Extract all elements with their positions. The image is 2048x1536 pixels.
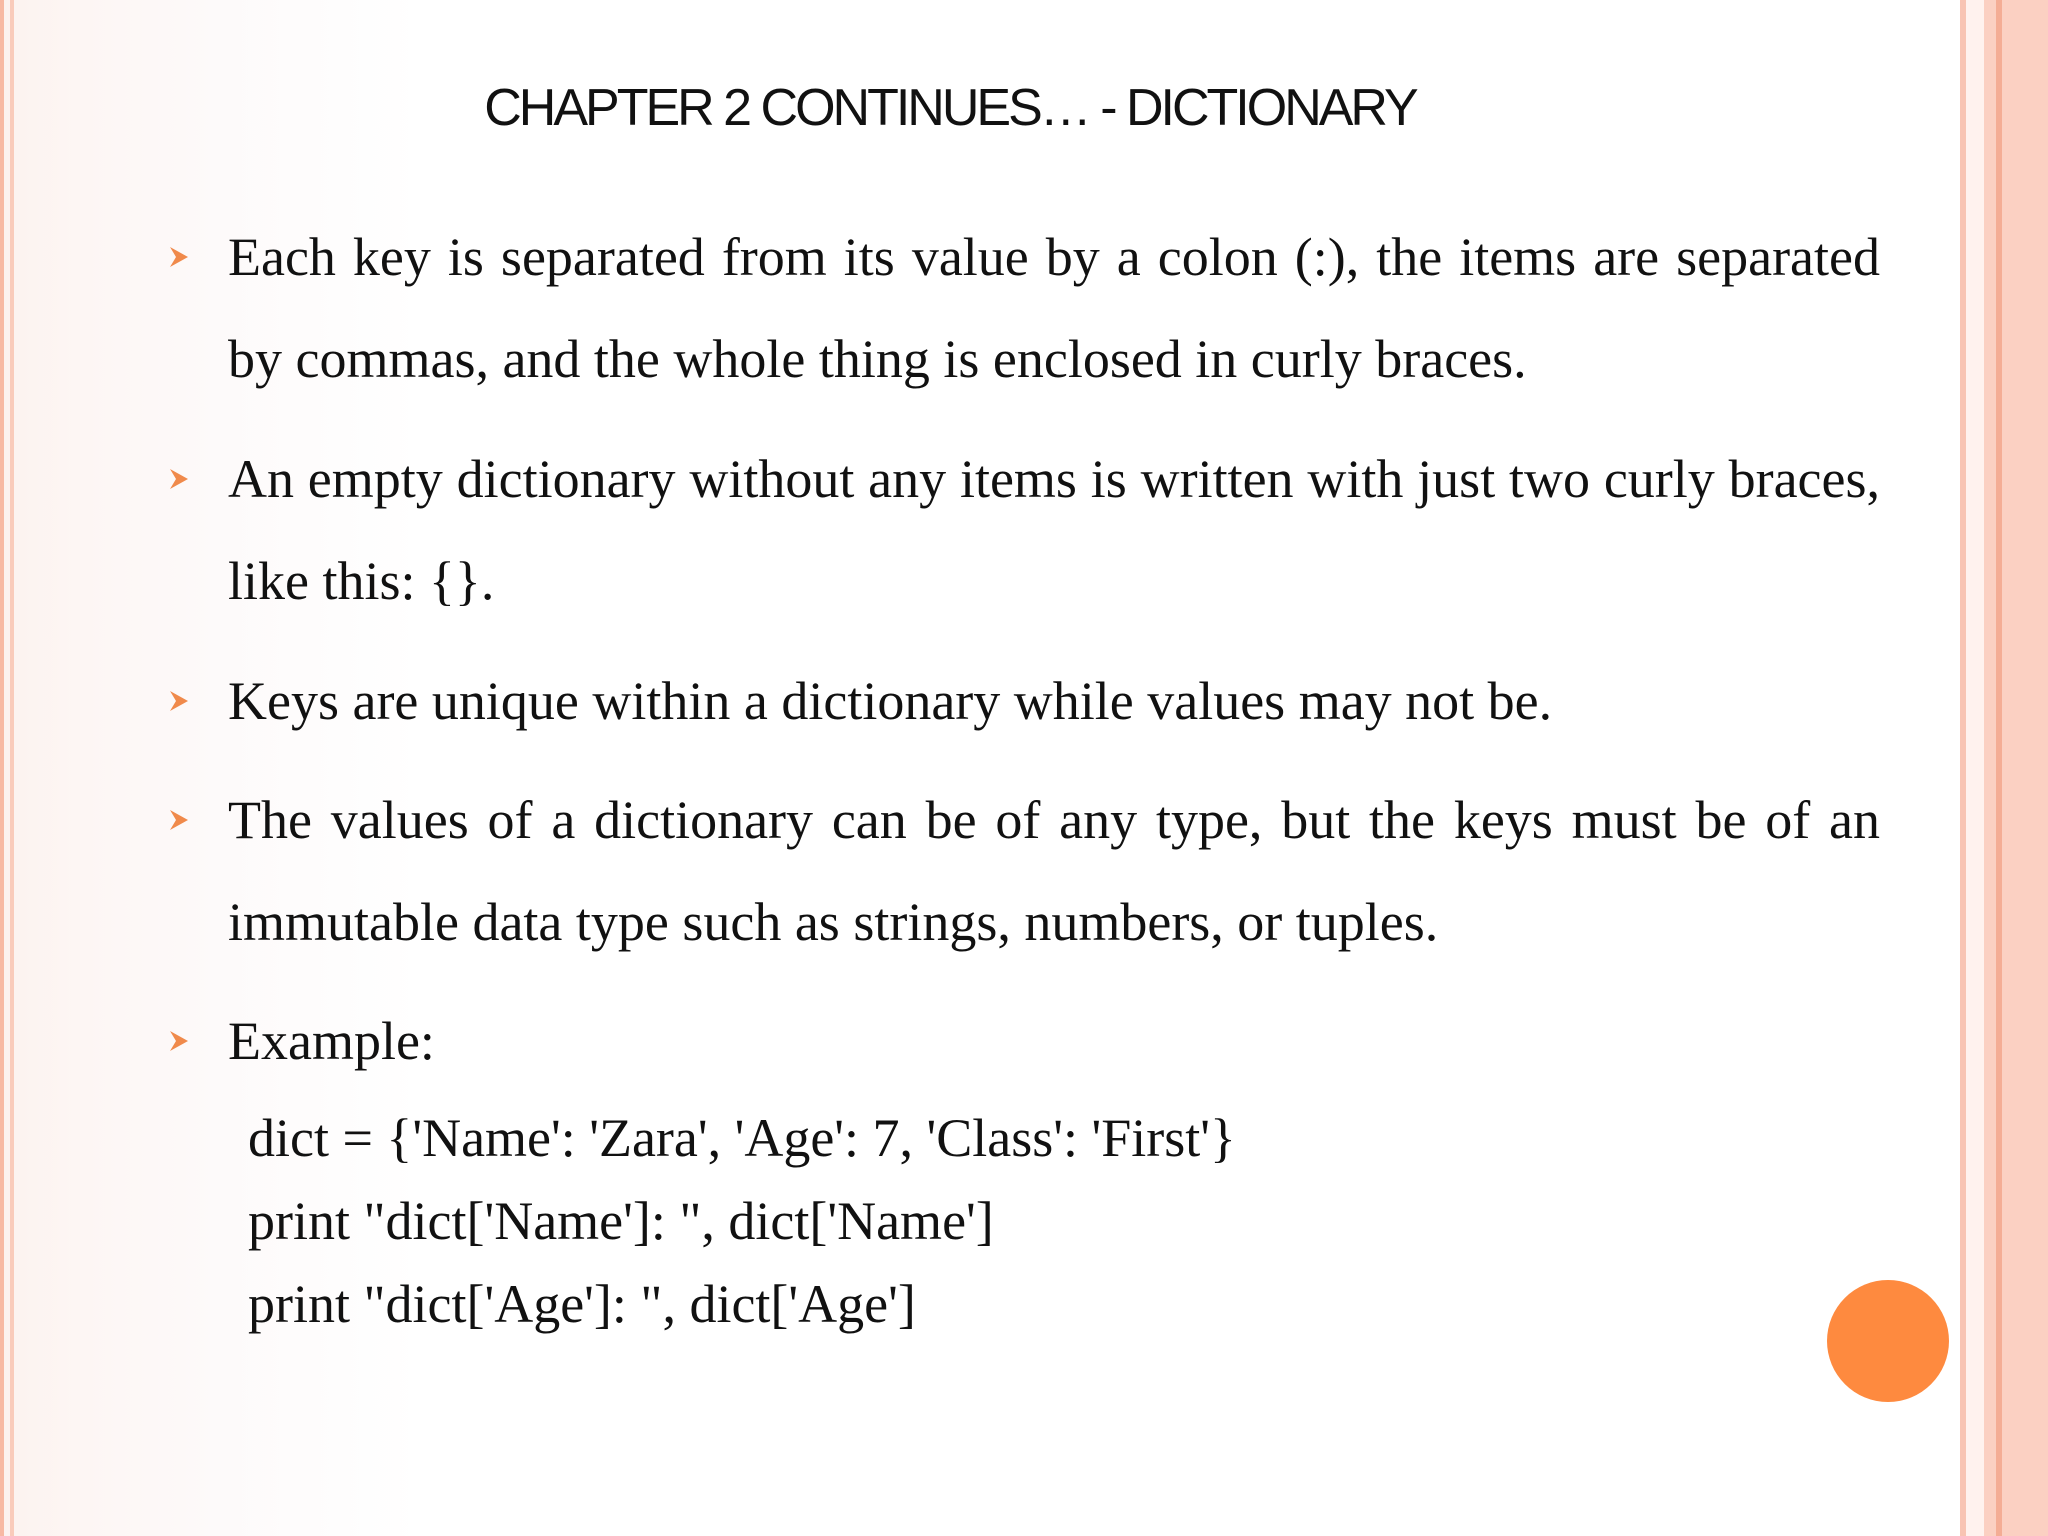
bullet-text: An empty dictionary without any items is written with just two curly braces, like this: {}. — [228, 449, 1880, 611]
arrowhead-bullet-icon — [168, 650, 198, 752]
code-line: dict = {'Name': 'Zara', 'Age': 7, 'Class': 'First'} — [248, 1108, 1236, 1168]
code-line: print "dict['Name']: ", dict['Name'] — [248, 1191, 994, 1251]
bullet-text: Keys are unique within a dictionary while values may not be. — [228, 671, 1553, 731]
decorative-circle — [1827, 1280, 1949, 1402]
arrowhead-bullet-icon — [168, 990, 198, 1092]
arrowhead-bullet-icon — [168, 206, 198, 308]
bullet-text: Each key is separated from its value by a colon (:), the items are separated by commas, and the whole thing is enclosed in curly braces. — [228, 227, 1880, 389]
arrowhead-bullet-icon — [168, 769, 198, 871]
slide-title: CHAPTER 2 CONTINUES… - DICTIONARY — [484, 79, 1416, 137]
bullet-text: The values of a dictionary can be of any type, but the keys must be of an immutable data type such as strings, numbers, or tuples. — [228, 790, 1880, 952]
arrowhead-bullet-icon — [168, 428, 198, 530]
bullet-text: Example: — [228, 1011, 435, 1071]
code-example — [248, 1097, 1748, 1346]
code-line: print "dict['Age']: ", dict['Age'] — [248, 1274, 916, 1334]
